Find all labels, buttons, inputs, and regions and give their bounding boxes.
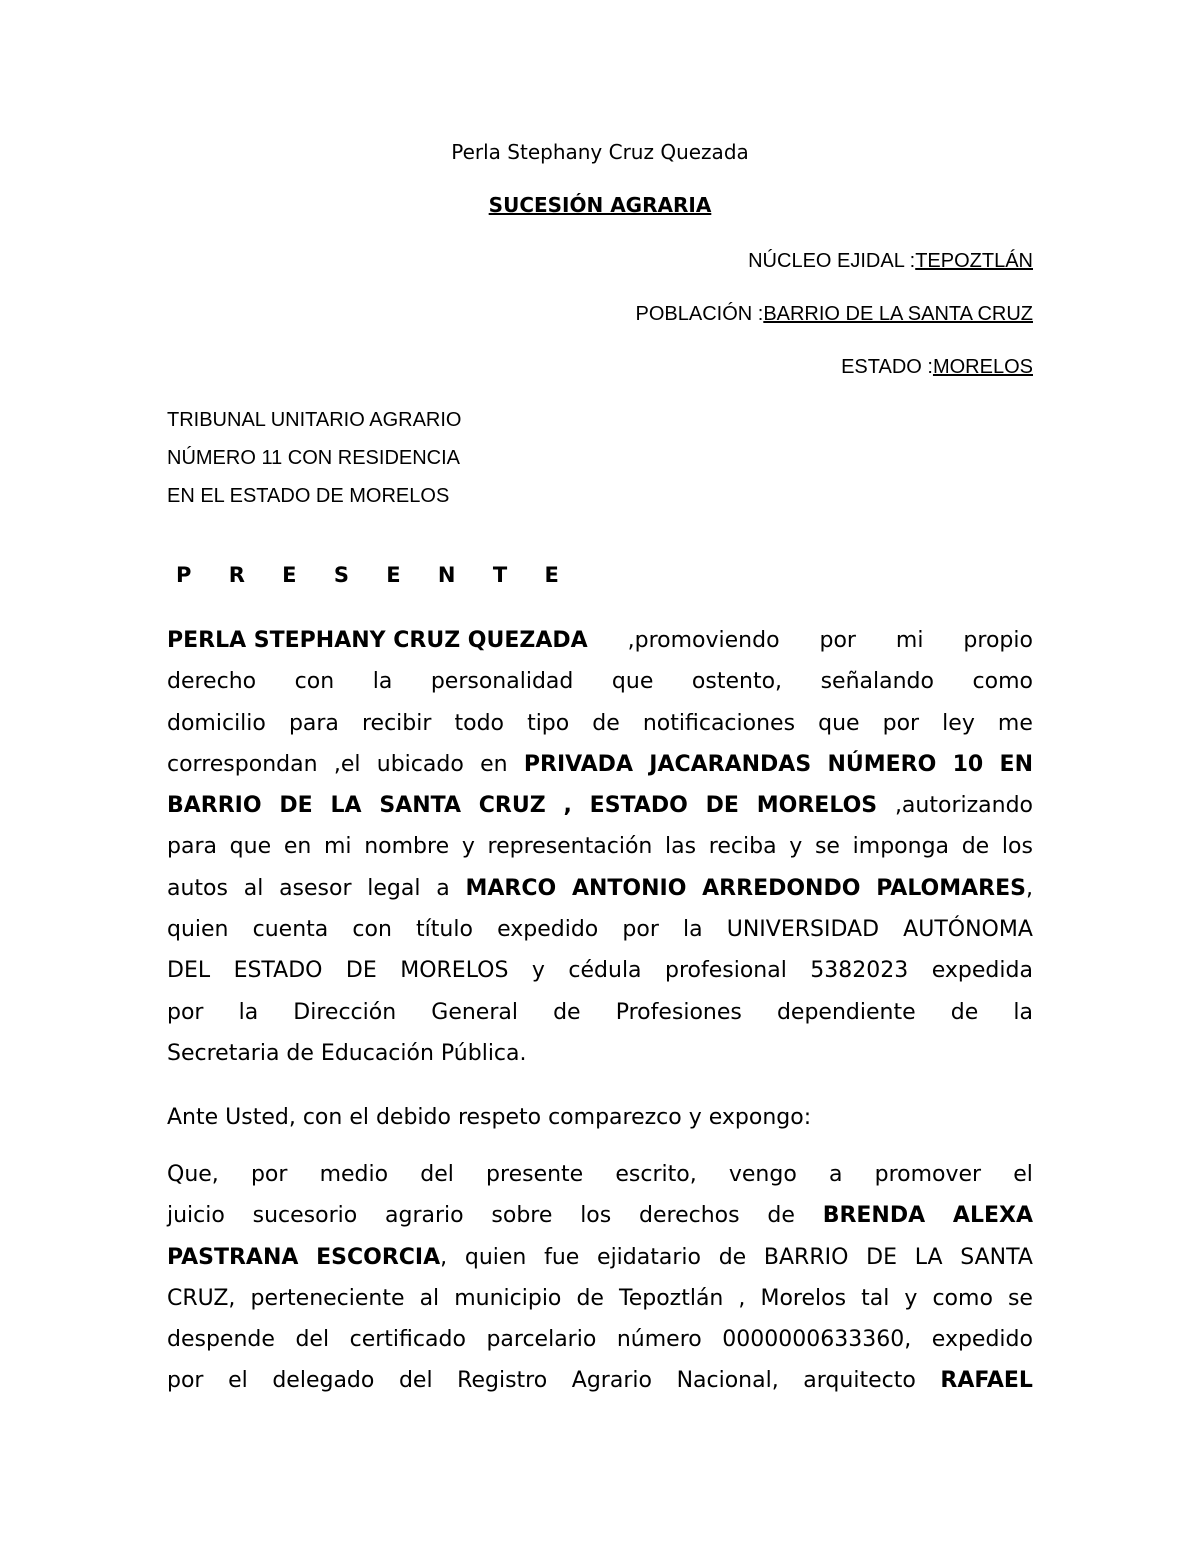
word: se (1007, 1285, 1033, 1311)
addressee-line: TRIBUNAL UNITARIO AGRARIO (167, 409, 462, 431)
word: expedido (931, 1327, 1033, 1353)
word: al (243, 875, 264, 901)
addressee-line: NÚMERO 11 CON RESIDENCIA (167, 447, 461, 469)
word: profesional (665, 958, 787, 984)
word: quien (167, 917, 229, 943)
poblacion-label: POBLACIÓN : (635, 303, 764, 325)
word: de (950, 999, 979, 1025)
word: Morelos (760, 1285, 847, 1311)
word: NÚMERO (827, 751, 937, 777)
word: por (167, 999, 204, 1025)
word: autos (167, 875, 228, 901)
word: PALOMARES, (876, 875, 1033, 901)
word: como (932, 1285, 993, 1311)
word: expedido (497, 917, 599, 943)
word: RAFAEL (940, 1368, 1033, 1394)
word: con (352, 917, 392, 943)
word: PERLA STEPHANY CRUZ QUEZADA (167, 628, 588, 653)
word: CRUZ (478, 793, 546, 819)
word: en (283, 834, 312, 860)
word: DE (345, 958, 377, 984)
word: 5382023 (810, 958, 909, 984)
word: a (436, 875, 450, 901)
word: derechos (639, 1203, 740, 1229)
word: número (616, 1327, 702, 1353)
word: personalidad (430, 669, 574, 695)
word: me (997, 710, 1033, 736)
word: ,autorizando (894, 793, 1033, 819)
text-line (167, 826, 1033, 867)
word: el (1013, 1162, 1033, 1187)
word: para (167, 834, 217, 860)
word: la (238, 999, 259, 1025)
word: la (372, 669, 393, 695)
word: parcelario (486, 1327, 597, 1353)
word: UNIVERSIDAD (726, 917, 880, 943)
word: quien (464, 1244, 527, 1270)
word: juicio (167, 1203, 225, 1229)
word: en (480, 751, 508, 777)
word: título (416, 917, 473, 943)
word: MORELOS (756, 793, 878, 819)
estado-value: MORELOS (932, 356, 1033, 378)
word: domicilio (167, 710, 266, 736)
word: ejidatario (597, 1244, 701, 1270)
word: nombre (364, 834, 450, 860)
poblacion-line (636, 303, 1034, 326)
text-line (167, 1278, 1033, 1319)
word: que (818, 710, 860, 736)
text-line (167, 950, 1033, 991)
text-line (167, 620, 1033, 661)
text-line (167, 992, 1033, 1033)
word: medio (319, 1162, 389, 1187)
word: por (622, 917, 659, 943)
word: escrito, (615, 1162, 697, 1187)
word: señalando (820, 669, 934, 695)
text-line (167, 785, 1033, 826)
word: se (814, 834, 840, 860)
word: General (431, 999, 518, 1025)
word: los (1001, 834, 1033, 860)
word: tal (861, 1285, 890, 1311)
paragraph-2: Ante Usted, con el debido respeto comparezco y expongo: (167, 1105, 812, 1130)
word: a (828, 1162, 843, 1187)
word: ,el (333, 751, 361, 777)
word: 10 (952, 751, 984, 777)
word: ,promoviendo (627, 628, 780, 653)
word: todo (454, 710, 504, 736)
text-line (167, 1154, 1033, 1195)
word: perteneciente (250, 1285, 405, 1311)
word: imponga (852, 834, 950, 860)
word: expedida (931, 958, 1033, 984)
word: de (553, 999, 581, 1025)
word: despende (167, 1327, 275, 1353)
word: SANTA (960, 1244, 1033, 1270)
word: que (611, 669, 654, 695)
word: por (882, 710, 920, 736)
word: por (819, 628, 856, 653)
paragraph-1-last-line: Secretaria de Educación Pública. (167, 1041, 527, 1066)
text-line (167, 1195, 1033, 1236)
word: BRENDA (822, 1203, 926, 1229)
word: 0000000633360, (722, 1327, 912, 1353)
word: de (576, 1285, 604, 1311)
text-line (167, 1360, 1033, 1401)
word: recibir (361, 710, 432, 736)
salutation: P R E S E N T E (176, 563, 574, 587)
word: cédula (568, 958, 642, 984)
poblacion-value: BARRIO DE LA SANTA CRUZ (763, 303, 1033, 325)
text-line (167, 909, 1033, 950)
word: Dirección (293, 999, 397, 1025)
word: , (738, 1285, 746, 1311)
word: BARRIO (763, 1244, 849, 1270)
word: por (250, 1162, 288, 1187)
word: certificado (349, 1327, 466, 1353)
word: y (789, 834, 803, 860)
word: tipo (527, 710, 570, 736)
addressee-line: EN EL ESTADO DE MORELOS (167, 485, 450, 507)
word: PASTRANA (167, 1244, 299, 1270)
word: como (972, 669, 1033, 695)
word: LA (330, 793, 362, 819)
word: AUTÓNOMA (903, 917, 1033, 943)
word: con (294, 669, 335, 695)
word: de (767, 1203, 795, 1229)
word: ESTADO (589, 793, 688, 819)
word: SANTA (379, 793, 461, 819)
word: vengo (728, 1162, 797, 1187)
word: municipio (454, 1285, 562, 1311)
word: Registro (457, 1368, 548, 1394)
word: ESCORCIA, (316, 1244, 448, 1270)
word: que (229, 834, 272, 860)
word: Nacional, (676, 1368, 779, 1394)
estado-label: ESTADO : (841, 356, 933, 378)
word: presente (486, 1162, 584, 1187)
word: de (592, 710, 620, 736)
word: Que, (167, 1162, 219, 1187)
word: DE (279, 793, 313, 819)
word: representación (487, 834, 653, 860)
word: derecho (167, 669, 257, 695)
word: la (1013, 999, 1033, 1025)
word: y (461, 834, 475, 860)
estado-line (841, 356, 1033, 379)
word: de (961, 834, 990, 860)
text-line (167, 744, 1033, 785)
word: del (398, 1368, 433, 1394)
word: Profesiones (615, 999, 742, 1025)
word: DE (866, 1244, 897, 1270)
word: el (228, 1368, 248, 1394)
word: Agrario (571, 1368, 652, 1394)
word: las (665, 834, 697, 860)
word: BARRIO (167, 793, 262, 819)
word: arquitecto (803, 1368, 916, 1394)
word: mi (895, 628, 924, 653)
word: delegado (272, 1368, 375, 1394)
word: asesor (279, 875, 352, 901)
document-title: SUCESIÓN AGRARIA (488, 193, 712, 217)
word: notificaciones (642, 710, 796, 736)
word: promover (874, 1162, 982, 1187)
word: JACARANDAS (649, 751, 812, 777)
text-line (167, 1237, 1033, 1278)
word: Tepoztlán (619, 1285, 724, 1311)
word: los (580, 1203, 612, 1229)
nucleo-ejidal-line (748, 250, 1033, 273)
text-line (167, 661, 1033, 702)
word: DEL (167, 958, 211, 984)
word: del (420, 1162, 454, 1187)
word: y (904, 1285, 918, 1311)
word: dependiente (776, 999, 916, 1025)
word: del (295, 1327, 330, 1353)
word: legal (367, 875, 421, 901)
nucleo-label: NÚCLEO EJIDAL : (748, 250, 916, 272)
word: PRIVADA (523, 751, 633, 777)
word: cuenta (252, 917, 329, 943)
paragraph-1 (167, 620, 1033, 1033)
word: , (563, 793, 572, 819)
word: sobre (491, 1203, 553, 1229)
word: por (167, 1368, 204, 1394)
word: fue (544, 1244, 580, 1270)
word: mi (323, 834, 352, 860)
word: sucesorio (252, 1203, 358, 1229)
nucleo-value: TEPOZTLÁN (915, 250, 1033, 272)
word: MORELOS (400, 958, 509, 984)
word: ARREDONDO (702, 875, 861, 901)
word: reciba (708, 834, 777, 860)
word: ANTONIO (571, 875, 687, 901)
word: EN (999, 751, 1033, 777)
word: ostento, (691, 669, 783, 695)
word: de (718, 1244, 747, 1270)
word: agrario (385, 1203, 464, 1229)
word: al (419, 1285, 440, 1311)
text-line (167, 703, 1033, 744)
text-line (167, 868, 1033, 909)
word: DE (705, 793, 739, 819)
word: ley (942, 710, 975, 736)
word: MARCO (465, 875, 557, 901)
author-name: Perla Stephany Cruz Quezada (451, 140, 749, 164)
word: y (531, 958, 545, 984)
word: ALEXA (952, 1203, 1033, 1229)
word: ESTADO (233, 958, 323, 984)
word: para (288, 710, 339, 736)
paragraph-3 (167, 1154, 1033, 1402)
word: LA (914, 1244, 943, 1270)
word: CRUZ, (167, 1285, 236, 1311)
word: ubicado (376, 751, 464, 777)
word: propio (963, 628, 1033, 653)
text-line (167, 1319, 1033, 1360)
word: correspondan (167, 751, 318, 777)
word: la (683, 917, 703, 943)
